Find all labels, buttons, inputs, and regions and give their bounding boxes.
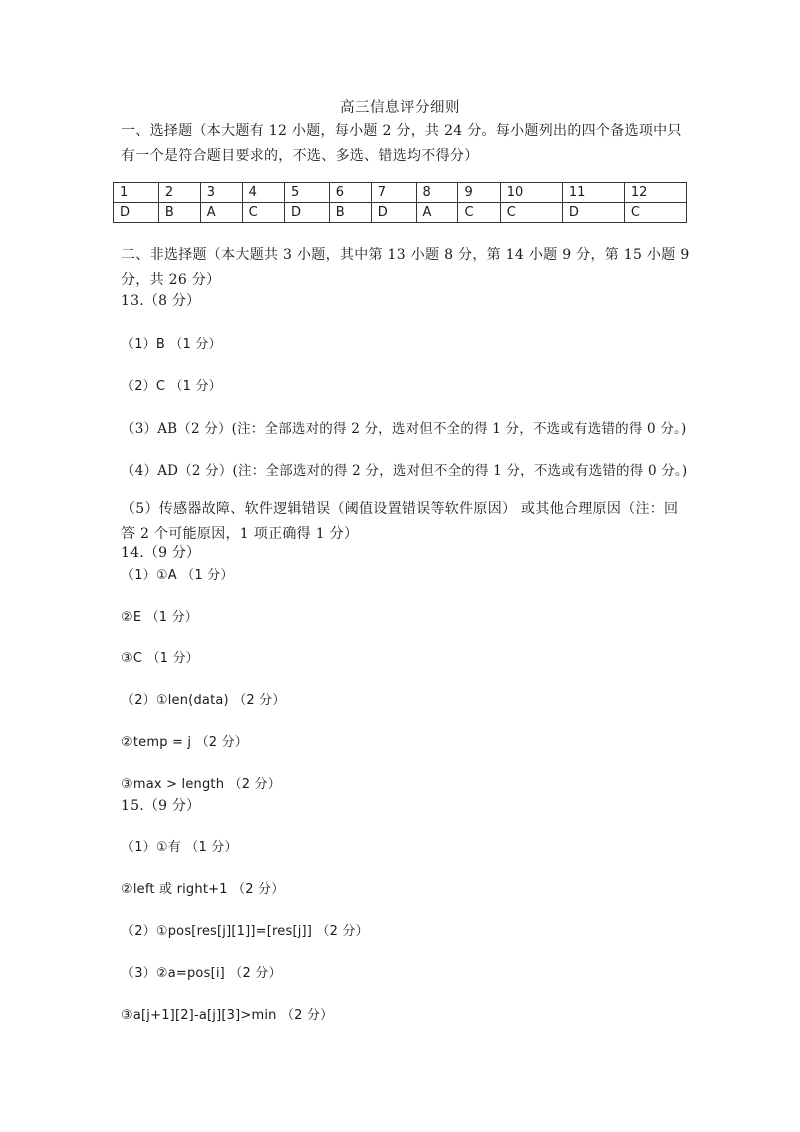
table-cell: C	[624, 203, 686, 223]
table-cell: D	[284, 203, 329, 223]
table-cell: 3	[200, 183, 242, 203]
table-cell: 6	[329, 183, 371, 203]
table-cell: B	[158, 203, 200, 223]
q13-header: 13.（8 分）	[121, 293, 201, 309]
section1-heading: 一、选择题（本大题有 12 小题，每小题 2 分，共 24 分。每小题列出的四个备选项中只有一个是符合题目要求的，不选、多选、错选均不得分）	[121, 123, 682, 164]
table-cell: 1	[114, 183, 159, 203]
table-cell: A	[200, 203, 242, 223]
q13-answer-1: （1）B （1 分）	[121, 337, 222, 352]
q13-answer-4: （4）AD（2 分）(注：全部选对的得 2 分，选对但不全的得 1 分，不选或有选错的得 0 分。)	[121, 463, 688, 479]
q14-header: 14.（9 分）	[121, 545, 201, 561]
choice-answer-table	[113, 182, 687, 223]
table-cell: D	[562, 203, 624, 223]
q15-answer-2: ②left 或 right+1 （2 分）	[121, 882, 285, 897]
q13-answer-5: （5）传感器故障、软件逻辑错误（阈值设置错误等软件原因） 或其他合理原因（注：回答 2 个可能原因，1 项正确得 1 分）	[121, 501, 679, 542]
table-cell: 12	[624, 183, 686, 203]
page-title: 高三信息评分细则	[340, 100, 460, 116]
q14-answer-2: ②E （1 分）	[121, 610, 199, 625]
table-cell: 4	[242, 183, 284, 203]
q14-answer-1: （1）①A （1 分）	[121, 568, 234, 583]
table-cell: 7	[371, 183, 416, 203]
q14-answer-5: ②temp = j （2 分）	[121, 735, 248, 750]
q15-answer-1: （1）①有 （1 分）	[121, 840, 238, 855]
table-cell: B	[329, 203, 371, 223]
q13-answer-3: （3）AB（2 分）(注：全部选对的得 2 分，选对但不全的得 1 分，不选或有选错的得 0 分。)	[121, 421, 687, 437]
table-cell: 9	[458, 183, 500, 203]
q15-answer-5: ③a[j+1][2]-a[j][3]>min （2 分）	[121, 1008, 334, 1023]
table-row-numbers	[114, 183, 687, 203]
q13-answer-2: （2）C （1 分）	[121, 379, 222, 394]
table-cell: 5	[284, 183, 329, 203]
q14-answer-4: （2）①len(data) （2 分）	[121, 693, 286, 708]
table-cell: C	[458, 203, 500, 223]
q15-answer-4: （3）②a=pos[i] （2 分）	[121, 966, 282, 981]
table-cell: C	[500, 203, 562, 223]
q14-answer-3: ③C （1 分）	[121, 651, 199, 666]
q14-answer-6: ③max > length （2 分）	[121, 777, 281, 792]
table-cell: D	[114, 203, 159, 223]
table-cell: 10	[500, 183, 562, 203]
table-cell: 11	[562, 183, 624, 203]
table-cell: 2	[158, 183, 200, 203]
q15-answer-3: （2）①pos[res[j][1]]=[res[j]] （2 分）	[121, 924, 369, 939]
q15-header: 15.（9 分）	[121, 798, 201, 814]
table-row-answers	[114, 203, 687, 223]
table-cell: D	[371, 203, 416, 223]
section2-heading: 二、非选择题（本大题共 3 小题，其中第 13 小题 8 分，第 14 小题 9 分，第 15 小题 9 分，共 26 分）	[121, 247, 690, 288]
table-cell: C	[242, 203, 284, 223]
table-cell: 8	[416, 183, 458, 203]
table-cell: A	[416, 203, 458, 223]
